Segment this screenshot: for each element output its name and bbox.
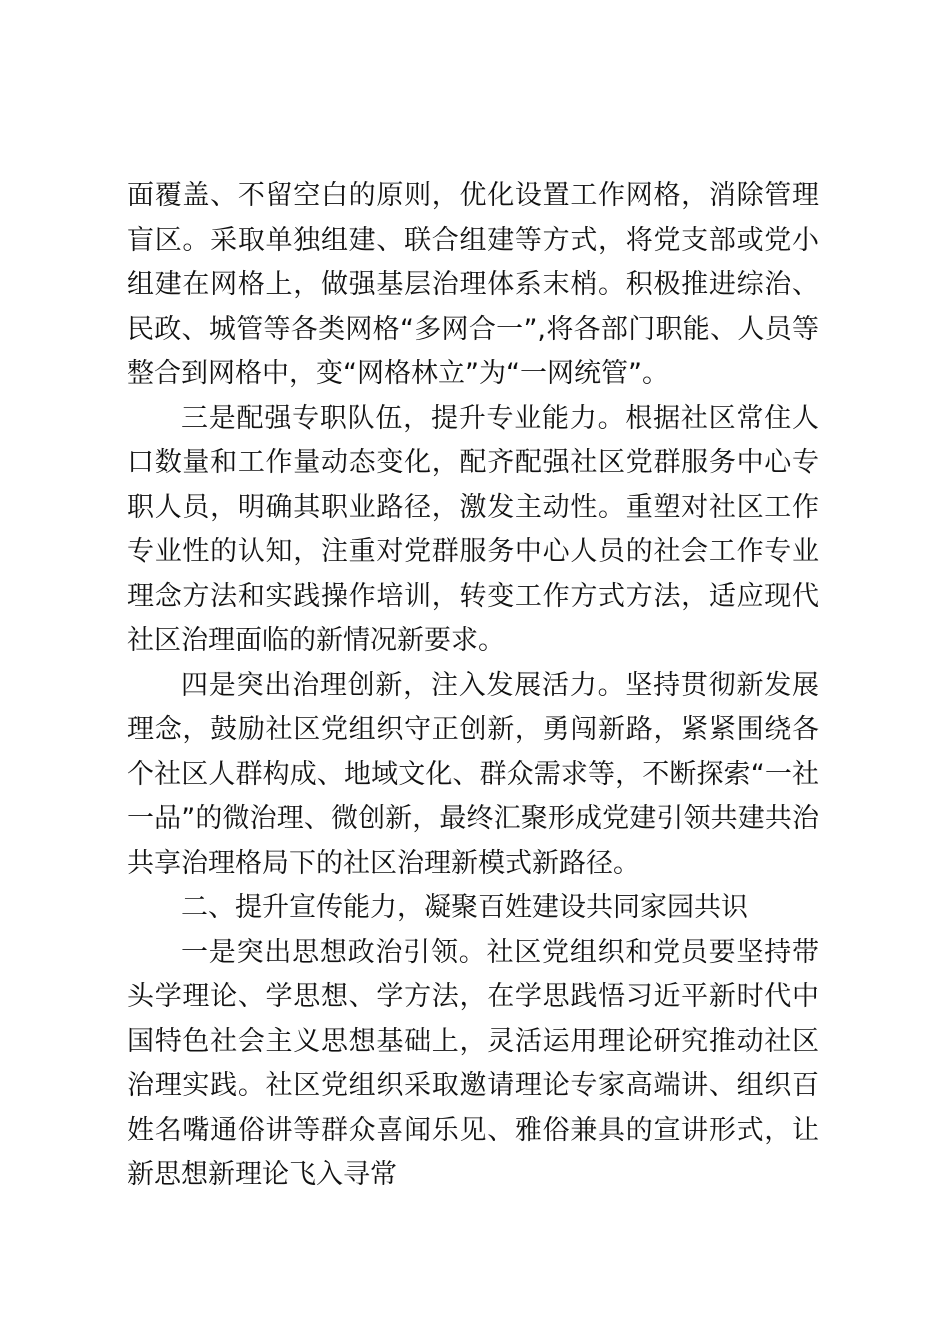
- paragraph-staff-team: 三是配强专职队伍，提升专业能力。根据社区常住人口数量和工作量动态变化，配齐配强社区党群服务中心专职人员，明确其职业路径，激发主动性。重塑对社区工作专业性的认知，注重对党群服务中心人员的社会工作专业理念方法和实践操作培训，转变工作方式方法，适应现代社区治理面临的新情况新要求。: [127, 402, 819, 656]
- paragraph-ideological-guidance: 一是突出思想政治引领。社区党组织和党员要坚持带头学理论、学思想、学方法，在学思践悟习近平新时代中国特色社会主义思想基础上，灵活运用理论研究推动社区治理实践。社区党组织采取邀请理论专家高端讲、组织百姓名嘴通俗讲等群众喜闻乐见、雅俗兼具的宣讲形式，让新思想新理论飞入寻常: [127, 936, 819, 1190]
- document-body: [127, 174, 819, 1198]
- paragraph-grid-coverage: 面覆盖、不留空白的原则，优化设置工作网格，消除管理盲区。采取单独组建、联合组建等方式，将党支部或党小组建在网格上，做强基层治理体系末梢。积极推进综治、民政、城管等各类网格“多网合一”,将各部门职能、人员等整合到网格中，变“网格林立”为“一网统管”。: [127, 180, 819, 389]
- section-heading-publicity: 二、提升宣传能力，凝聚百姓建设共同家园共识: [181, 892, 748, 923]
- paragraph-governance-innovation: 四是突出治理创新，注入发展活力。坚持贯彻新发展理念，鼓励社区党组织守正创新，勇闯新路，紧紧围绕各个社区人群构成、地域文化、群众需求等，不断探索“一社一品”的微治理、微创新，最终汇聚形成党建引领共建共治共享治理格局下的社区治理新模式新路径。: [127, 669, 819, 879]
